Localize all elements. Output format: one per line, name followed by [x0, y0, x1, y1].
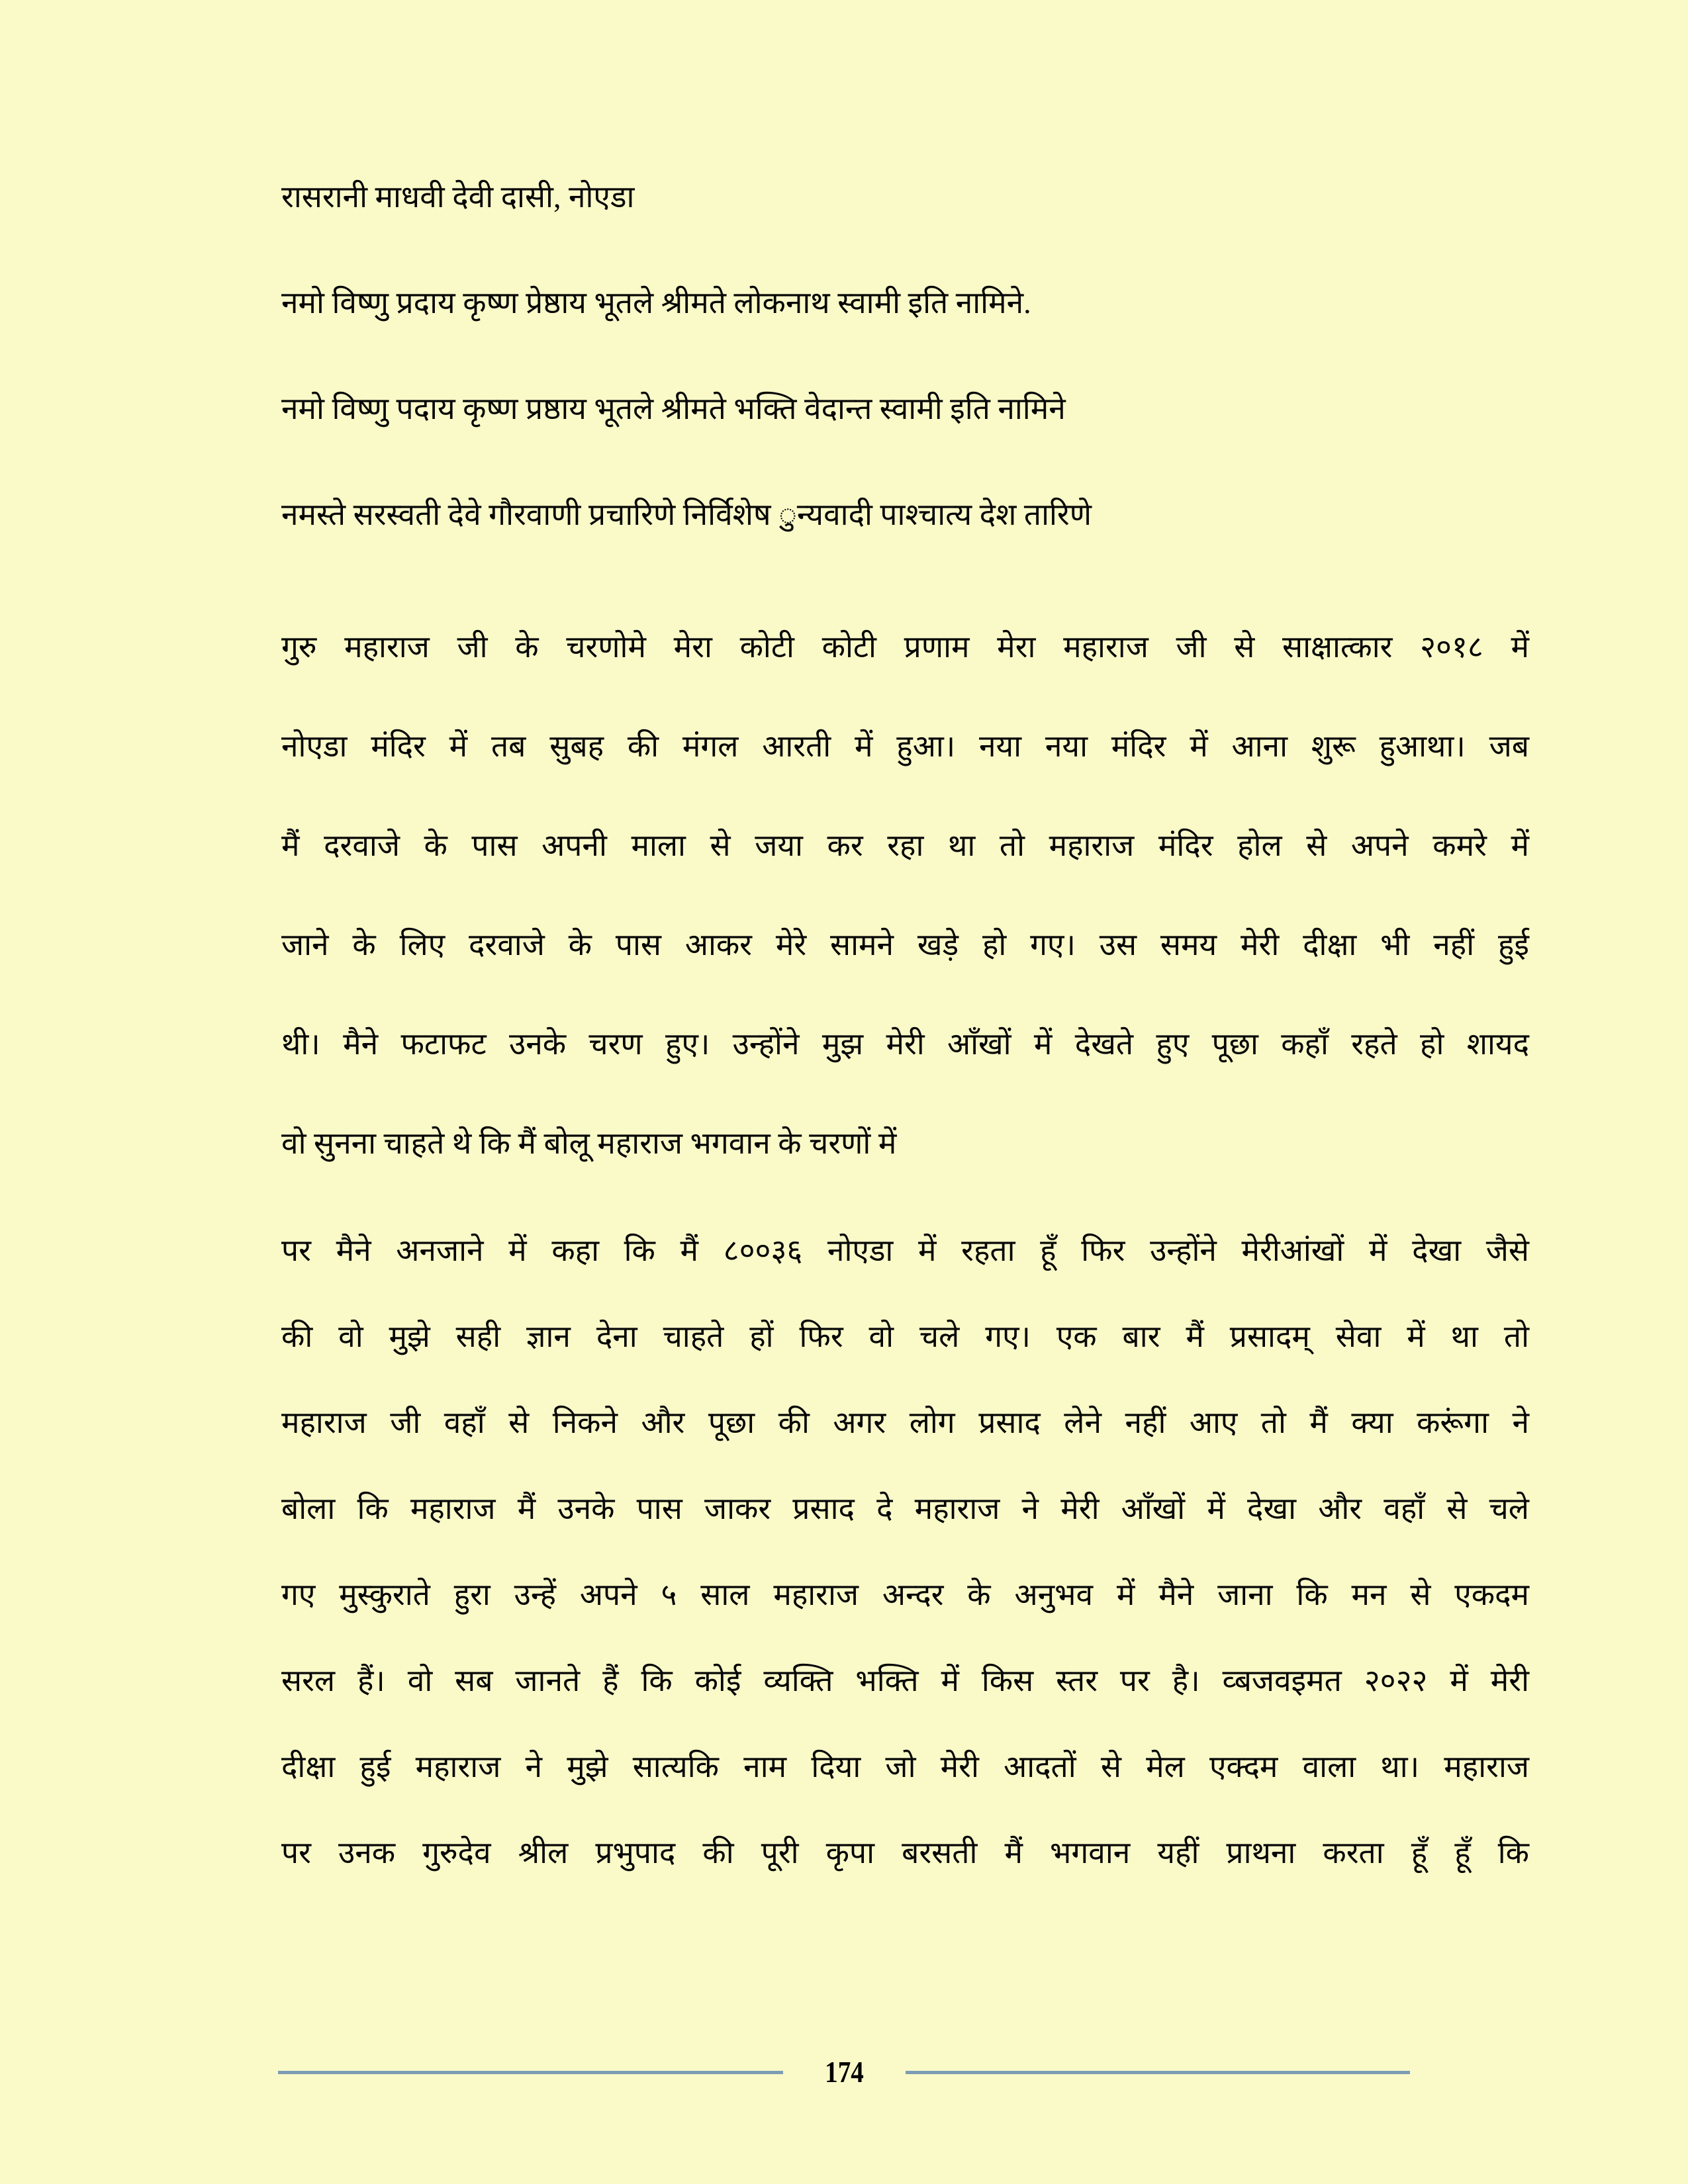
paragraph-1-line: नोएडा मंदिर में तब सुबह की मंगल आरती में हुआ। नया नया मंदिर में आना शुरू हुआथा। जब	[281, 729, 1529, 763]
invocation-line-1: नमो विष्णु प्रदाय कृष्ण प्रेष्ठाय भूतले श्रीमते लोकनाथ स्वामी इति नामिने.	[281, 286, 1031, 320]
invocation-line-2: नमो विष्णु पदाय कृष्ण प्रष्ठाय भूतले श्रीमते भक्ति वेदान्त स्वामी इति नामिने	[281, 392, 1066, 426]
paragraph-1-line: थी। मैने फटाफट उनके चरण हुए। उन्होंने मुझ मेरी आँखों में देखते हुए पूछा कहाँ रहते हो शायद	[281, 1027, 1529, 1061]
paragraph-2-line: पर उनक गुरुदेव श्रील प्रभुपाद की पूरी कृपा बरसती मैं भगवान यहीं प्राथना करता हूँ हूँ कि	[281, 1836, 1529, 1870]
footer-rule-left	[278, 2071, 783, 2074]
paragraph-1	[281, 598, 1529, 1193]
paragraph-2-line: बोला कि महाराज मैं उनके पास जाकर प्रसाद दे महाराज ने मेरी आँखों में देखा और वहाँ से चले	[281, 1492, 1529, 1525]
page-number: 174	[824, 2055, 864, 2089]
paragraph-1-line: गुरु महाराज जी के चरणोमे मेरा कोटी कोटी प्रणाम मेरा महाराज जी से साक्षात्कार २०१८ में	[281, 630, 1529, 664]
paragraph-2-line: सरल हैं। वो सब जानते हैं कि कोई व्यक्ति भक्ति में किस स्तर पर है। व्बजवइमत २०२२ में मेरी	[281, 1664, 1529, 1698]
paragraph-2	[281, 1208, 1529, 1896]
paragraph-2-line: गए मुस्कुराते हुरा उन्हें अपने ५ साल महाराज अन्दर के अनुभव में मैने जाना कि मन से एकदम	[281, 1578, 1529, 1612]
footer-rule-right	[906, 2071, 1411, 2074]
paragraph-2-line: महाराज जी वहाँ से निकने और पूछा की अगर लोग प्रसाद लेने नहीं आए तो मैं क्या करूंगा ने	[281, 1406, 1529, 1439]
paragraph-1-line: वो सुनना चाहते थे कि मैं बोलू महाराज भगवान के चरणों में	[281, 1126, 897, 1160]
paragraph-1-line: मैं दरवाजे के पास अपनी माला से जया कर रहा था तो महाराज मंदिर होल से अपने कमरे में	[281, 829, 1529, 862]
paragraph-2-line: दीक्षा हुई महाराज ने मुझे सात्यकि नाम दिया जो मेरी आदतों से मेल एक्दम वाला था। महाराज	[281, 1750, 1529, 1784]
paragraph-2-line: पर मैने अनजाने में कहा कि मैं ८००३६ नोएडा में रहता हूँ फिर उन्होंने मेरीआंखों में देखा जैसे	[281, 1234, 1529, 1267]
page-footer	[278, 2057, 1410, 2087]
invocation-line-3: नमस्ते सरस्वती देवे गौरवाणी प्रचारिणे निर्विशेष ुन्यवादी पाश्चात्य देश तारिणे	[281, 498, 1092, 531]
page-body	[281, 165, 1529, 1896]
paragraph-1-line: जाने के लिए दरवाजे के पास आकर मेरे सामने खड़े हो गए। उस समय मेरी दीक्षा भी नहीं हुई	[281, 928, 1529, 962]
paragraph-2-line: की वो मुझे सही ज्ञान देना चाहते हों फिर वो चले गए। एक बार मैं प्रसादम् सेवा में था तो	[281, 1320, 1529, 1353]
author-line: रासरानी माधवी देवी दासी, नोएडा	[281, 180, 635, 214]
